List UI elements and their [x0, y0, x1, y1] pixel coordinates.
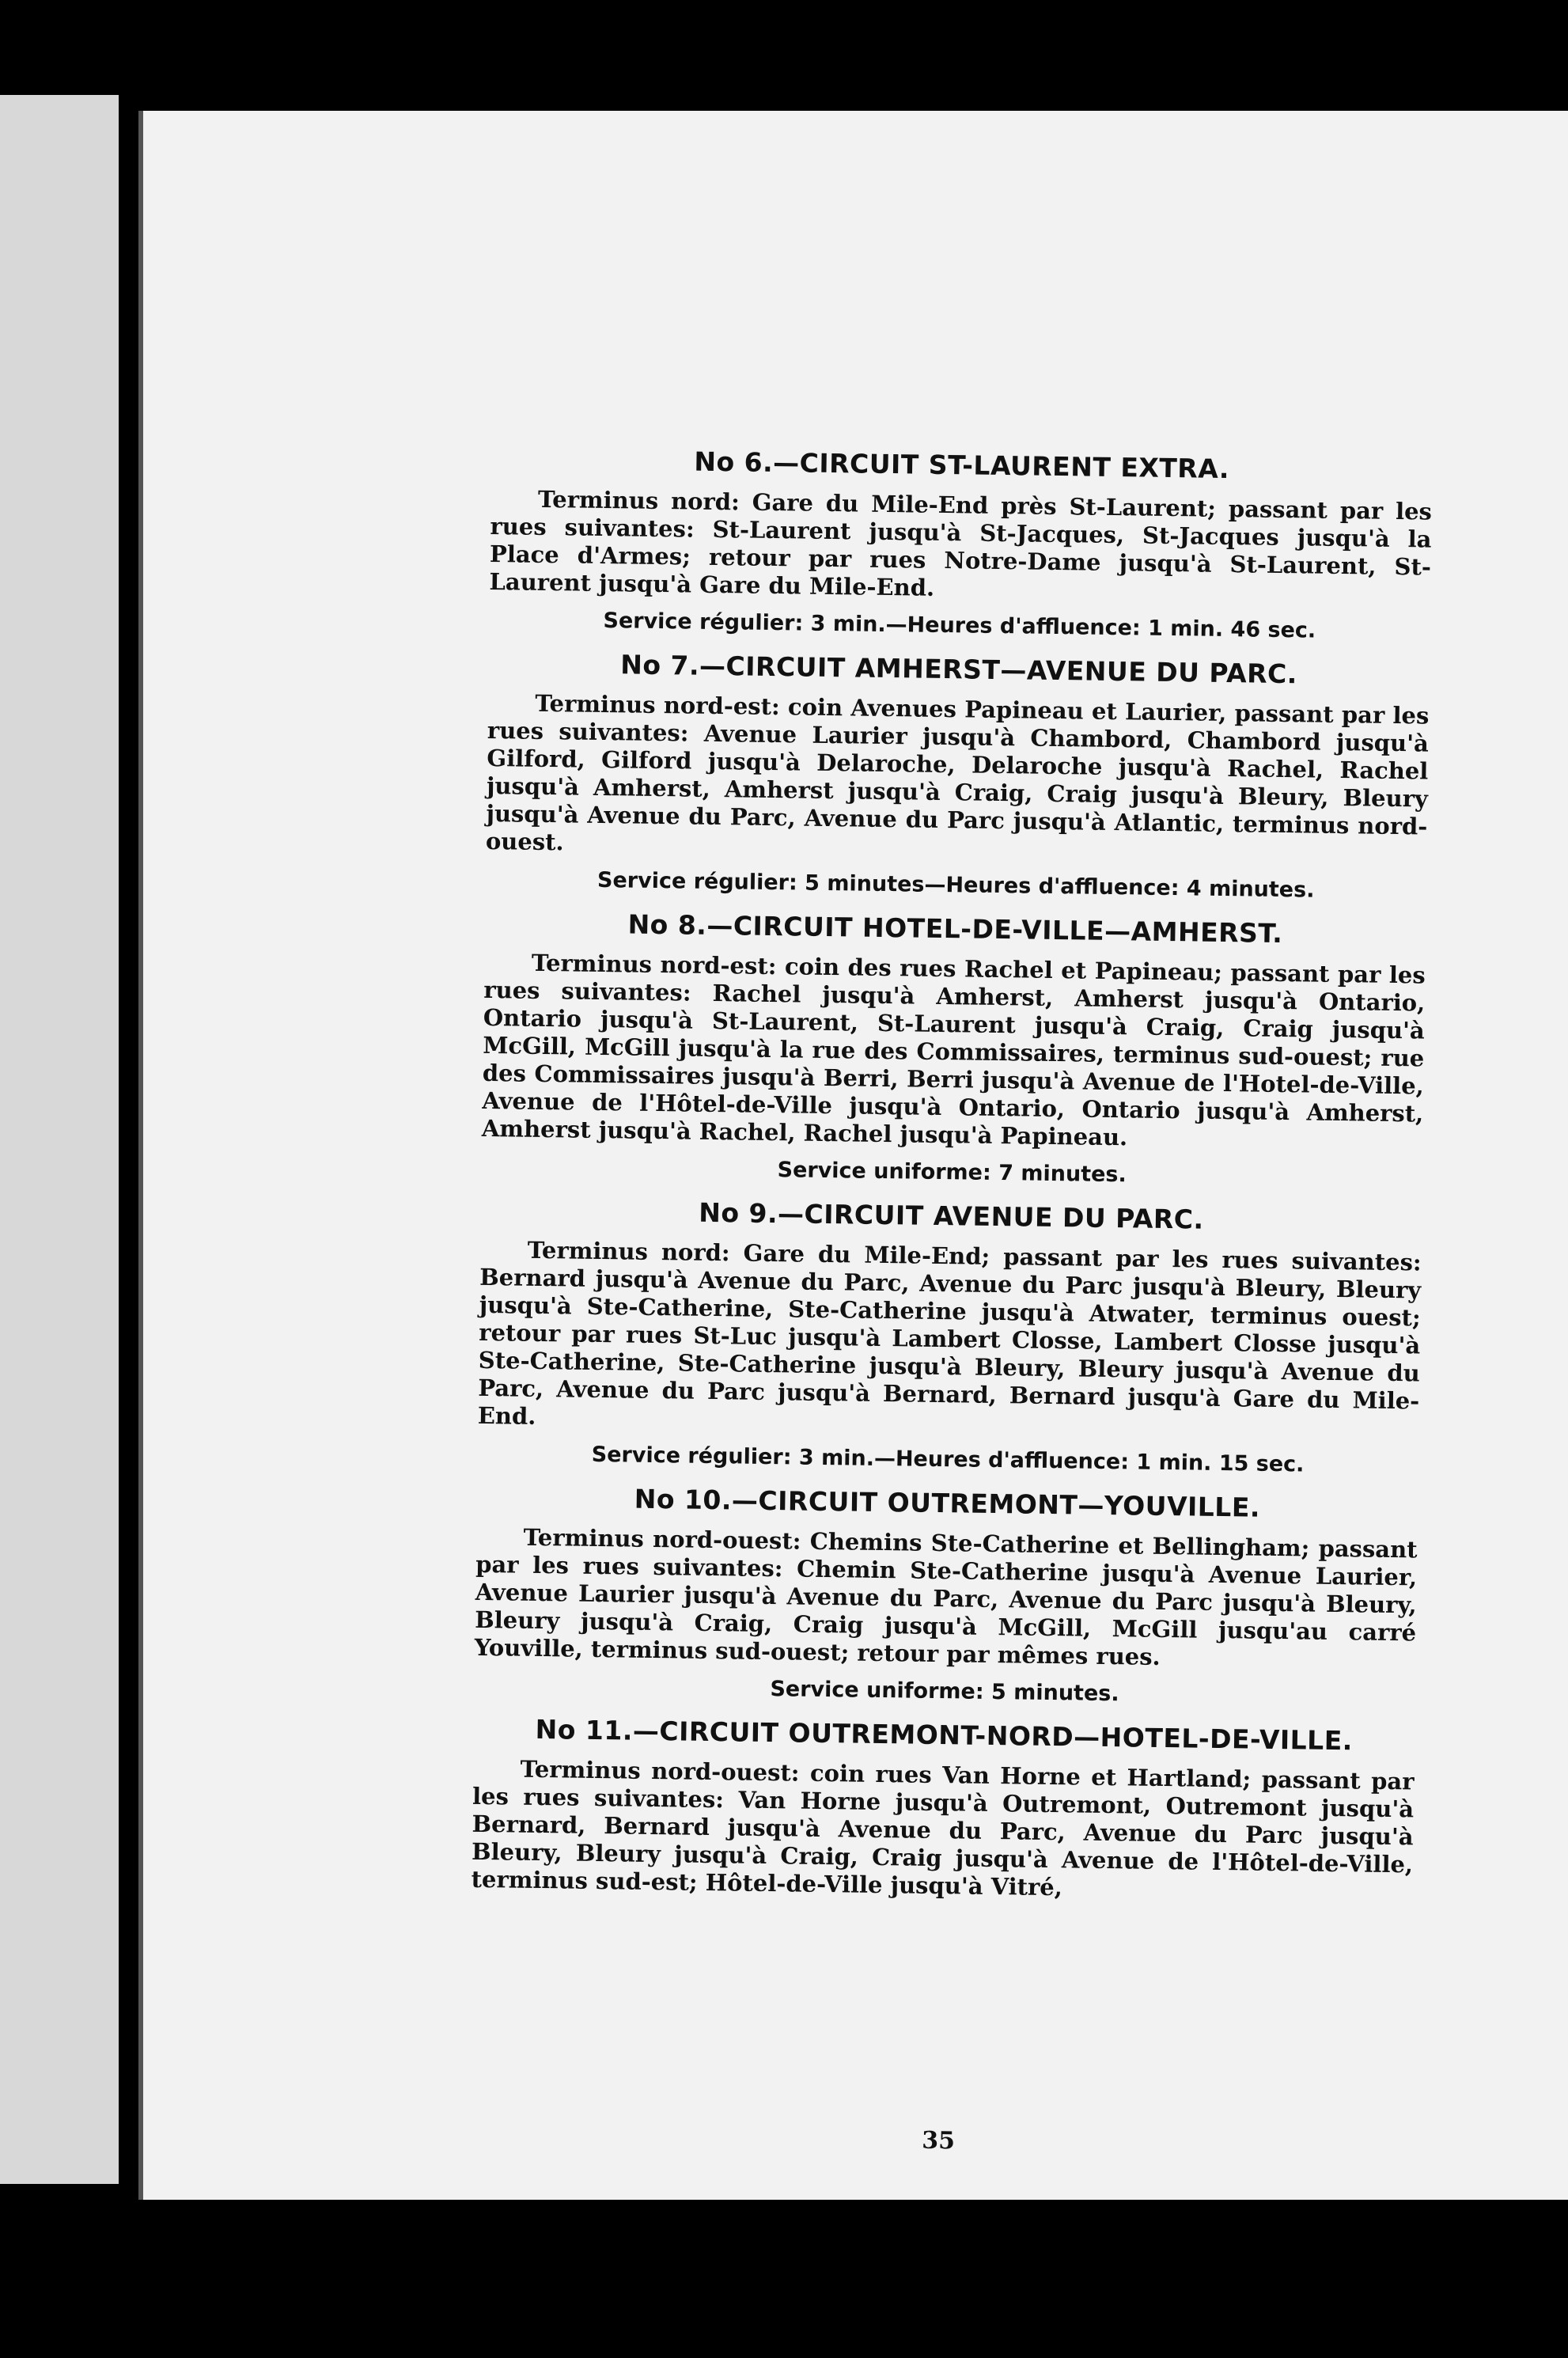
service-frequency: Service régulier: 5 minutes—Heures d'affluence: 4 minutes. [597, 867, 1315, 903]
section-heading: No 6.—CIRCUIT ST-LAURENT EXTRA. [694, 445, 1230, 485]
section-heading: No 7.—CIRCUIT AMHERST—AVENUE DU PARC. [620, 649, 1298, 690]
section-heading: No 11.—CIRCUIT OUTREMONT-NORD—HOTEL-DE-VILLE. [535, 1713, 1354, 1757]
page-content [471, 443, 1433, 2155]
document-page [138, 111, 1568, 2200]
section-10 [474, 1481, 1418, 1711]
service-frequency: Service régulier: 3 min.—Heures d'affluence: 1 min. 46 sec. [603, 608, 1316, 643]
service-frequency: Service uniforme: 7 minutes. [777, 1158, 1127, 1188]
service-frequency: Service uniforme: 5 minutes. [770, 1677, 1119, 1707]
section-text: Terminus nord-ouest: coin rues Van Horne et Hartland; passant par les rues suivantes: Van Horne jusqu'à Outremont, Outremont jusqu'à Bernard, Bernard jusqu'à Avenue du Parc, Avenue du Parc jusqu'à Bleury, Bleury jusqu'à Craig, Craig jusqu'à Avenue de l'Hôtel-de-Ville, terminus sud-est; Hôtel-de-Ville jusqu'à Vitré, [471, 1755, 1415, 1901]
facing-page-edge [0, 95, 119, 2184]
section-6 [489, 443, 1433, 645]
section-8 [481, 907, 1426, 1192]
section-heading: No 8.—CIRCUIT HOTEL-DE-VILLE—AMHERST. [627, 908, 1283, 950]
section-9 [477, 1194, 1422, 1479]
section-heading: No 9.—CIRCUIT AVENUE DU PARC. [699, 1196, 1204, 1235]
section-text: Terminus nord: Gare du Mile-End près St-Laurent; passant par les rues suivantes: St-Laurent jusqu'à St-Jacques, St-Jacques jusqu'à la Place d'Armes; retour par rues Notre-Dame jusqu'à St-Laurent, St-Laurent jusqu'à Gare du Mile-End. [489, 485, 1433, 601]
service-frequency: Service régulier: 3 min.—Heures d'affluence: 1 min. 15 sec. [591, 1442, 1305, 1477]
section-text: Terminus nord-est: coin Avenues Papineau et Laurier, passant par les rues suivantes: Avenue Laurier jusqu'à Chambord, Chambord jusqu'à Gilford, Gilford jusqu'à Delaroche, Delaroche jusqu'à Rachel, Rachel jusqu'à Amherst, Amherst jusqu'à Craig, Craig jusqu'à Bleury, Bleury jusqu'à Avenue du Parc, Avenue du Parc jusqu'à Atlantic, terminus nord-ouest. [485, 689, 1430, 856]
section-text: Terminus nord-ouest: Chemins Ste-Catherine et Bellingham; passant par les rues suivantes: Chemin Ste-Catherine jusqu'à Avenue Laurier, Avenue Laurier jusqu'à Avenue du Parc, Avenue du Parc jusqu'à Bleury, Bleury jusqu'à Craig, Craig jusqu'à McGill, McGill jusqu'au carré Youville, terminus sud-ouest; retour par mêmes rues. [474, 1523, 1418, 1670]
section-text: Terminus nord-est: coin des rues Rachel et Papineau; passant par les rues suivantes: Rachel jusqu'à Amherst, Amherst jusqu'à Ontario, Ontario jusqu'à St-Laurent, St-Laurent jusqu'à Craig, Craig jusqu'à McGill, McGill jusqu'à la rue des Commissaires, terminus sud-ouest; rue des Commissaires jusqu'à Berri, Berri jusqu'à Avenue de l'Hotel-de-Ville, Avenue de l'Hôtel-de-Ville jusqu'à Ontario, Ontario jusqu'à Amherst, Amherst jusqu'à Rachel, Rachel jusqu'à Papineau. [481, 949, 1426, 1151]
section-text: Terminus nord: Gare du Mile-End; passant par les rues suivantes: Bernard jusqu'à Avenue du Parc, Avenue du Parc jusqu'à Bleury, Bleury jusqu'à Ste-Catherine, Ste-Catherine jusqu'à Atwater, terminus ouest; retour par rues St-Luc jusqu'à Lambert Closse, Lambert Closse jusqu'à Ste-Catherine, Ste-Catherine jusqu'à Bleury, Bleury jusqu'à Avenue du Parc, Avenue du Parc jusqu'à Bernard, Bernard jusqu'à Gare du Mile-End. [477, 1236, 1422, 1430]
section-heading: No 10.—CIRCUIT OUTREMONT—YOUVILLE. [634, 1483, 1261, 1523]
section-7 [485, 647, 1430, 904]
page-number: 35 [921, 2126, 956, 2155]
section-11 [471, 1713, 1415, 1907]
